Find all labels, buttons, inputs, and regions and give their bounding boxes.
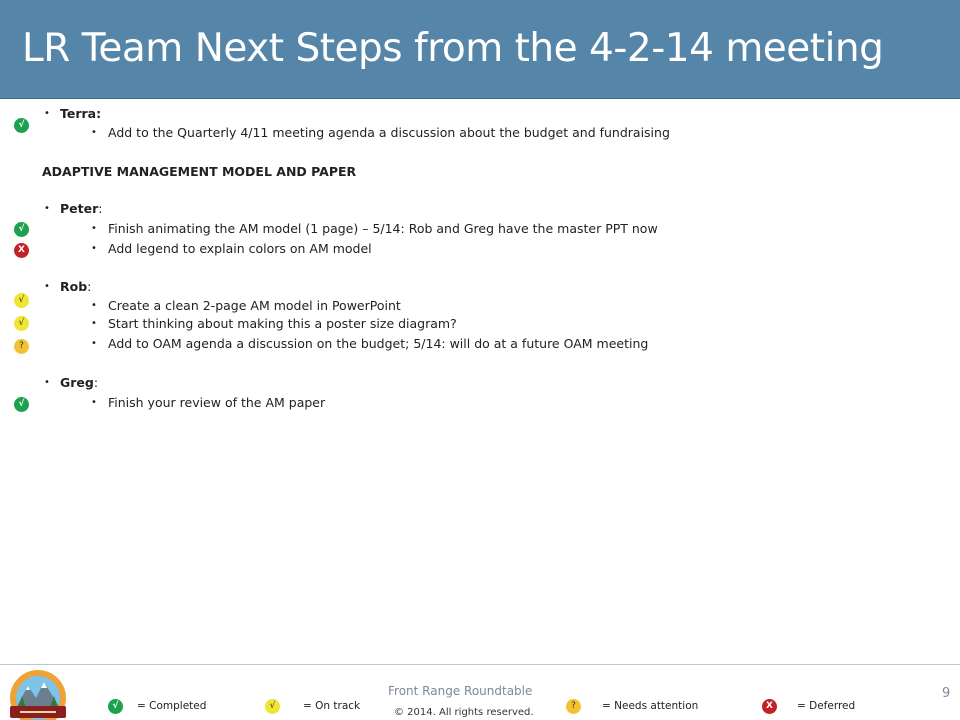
task-item: Add to the Quarterly 4/11 meeting agenda a discussion about the budget and fundraising (108, 125, 670, 140)
bullet-icon: • (91, 318, 97, 329)
person-line-greg (60, 375, 98, 390)
status-deferred-icon: X (14, 243, 29, 258)
legend-completed-icon: √ (108, 699, 123, 714)
task-item: Finish your review of the AM paper (108, 395, 326, 410)
colon: : (93, 375, 99, 390)
status-needs-attention-icon: ? (14, 339, 29, 354)
legend-needs-attention-icon: ? (566, 699, 581, 714)
status-on-track-icon: √ (14, 293, 29, 308)
page-number: 9 (942, 686, 951, 701)
legend-deferred-label: = Deferred (797, 700, 856, 712)
person-line-peter (60, 201, 102, 216)
bullet-icon: • (91, 300, 97, 311)
legend-on-track-label: = On track (303, 700, 361, 712)
bullet-icon: • (91, 127, 97, 138)
footer-copyright: © 2014. All rights reserved. (394, 707, 534, 718)
person-name-peter: Peter (60, 201, 99, 216)
bullet-icon: • (44, 108, 50, 119)
legend-needs-attention-label: = Needs attention (602, 700, 699, 712)
bullet-icon: • (44, 281, 50, 292)
status-completed-icon: √ (14, 118, 29, 133)
person-name-greg: Greg (60, 375, 94, 390)
bullet-icon: • (44, 377, 50, 388)
bullet-icon: • (91, 243, 97, 254)
front-range-roundtable-logo (6, 668, 70, 720)
task-item: Create a clean 2-page AM model in PowerPoint (108, 298, 401, 313)
person-name-terra: Terra: (60, 106, 102, 121)
person-line-rob (60, 279, 91, 294)
footer-divider (0, 664, 960, 665)
colon: : (87, 279, 92, 294)
task-item: Add to OAM agenda a discussion on the budget; 5/14: will do at a future OAM meeting (108, 336, 649, 351)
task-item: Add legend to explain colors on AM model (108, 241, 372, 256)
person-name-rob: Rob (60, 279, 88, 294)
bullet-icon: • (91, 338, 97, 349)
bullet-icon: • (44, 203, 50, 214)
legend-completed-label: = Completed (137, 700, 207, 712)
footer-org-name: Front Range Roundtable (388, 684, 533, 698)
legend-on-track-icon: √ (265, 699, 280, 714)
section-heading: ADAPTIVE MANAGEMENT MODEL AND PAPER (42, 164, 357, 179)
task-item: Start thinking about making this a poster size diagram? (108, 316, 457, 331)
bullet-icon: • (91, 223, 97, 234)
status-completed-icon: √ (14, 222, 29, 237)
legend-deferred-icon: X (762, 699, 777, 714)
slide-title: LR Team Next Steps from the 4-2-14 meeting (22, 26, 884, 71)
status-on-track-icon: √ (14, 316, 29, 331)
bullet-icon: • (91, 397, 97, 408)
title-bar (0, 0, 960, 99)
colon: : (98, 201, 103, 216)
status-completed-icon: √ (14, 397, 29, 412)
task-item: Finish animating the AM model (1 page) – 5/14: Rob and Greg have the master PPT now (108, 221, 658, 236)
